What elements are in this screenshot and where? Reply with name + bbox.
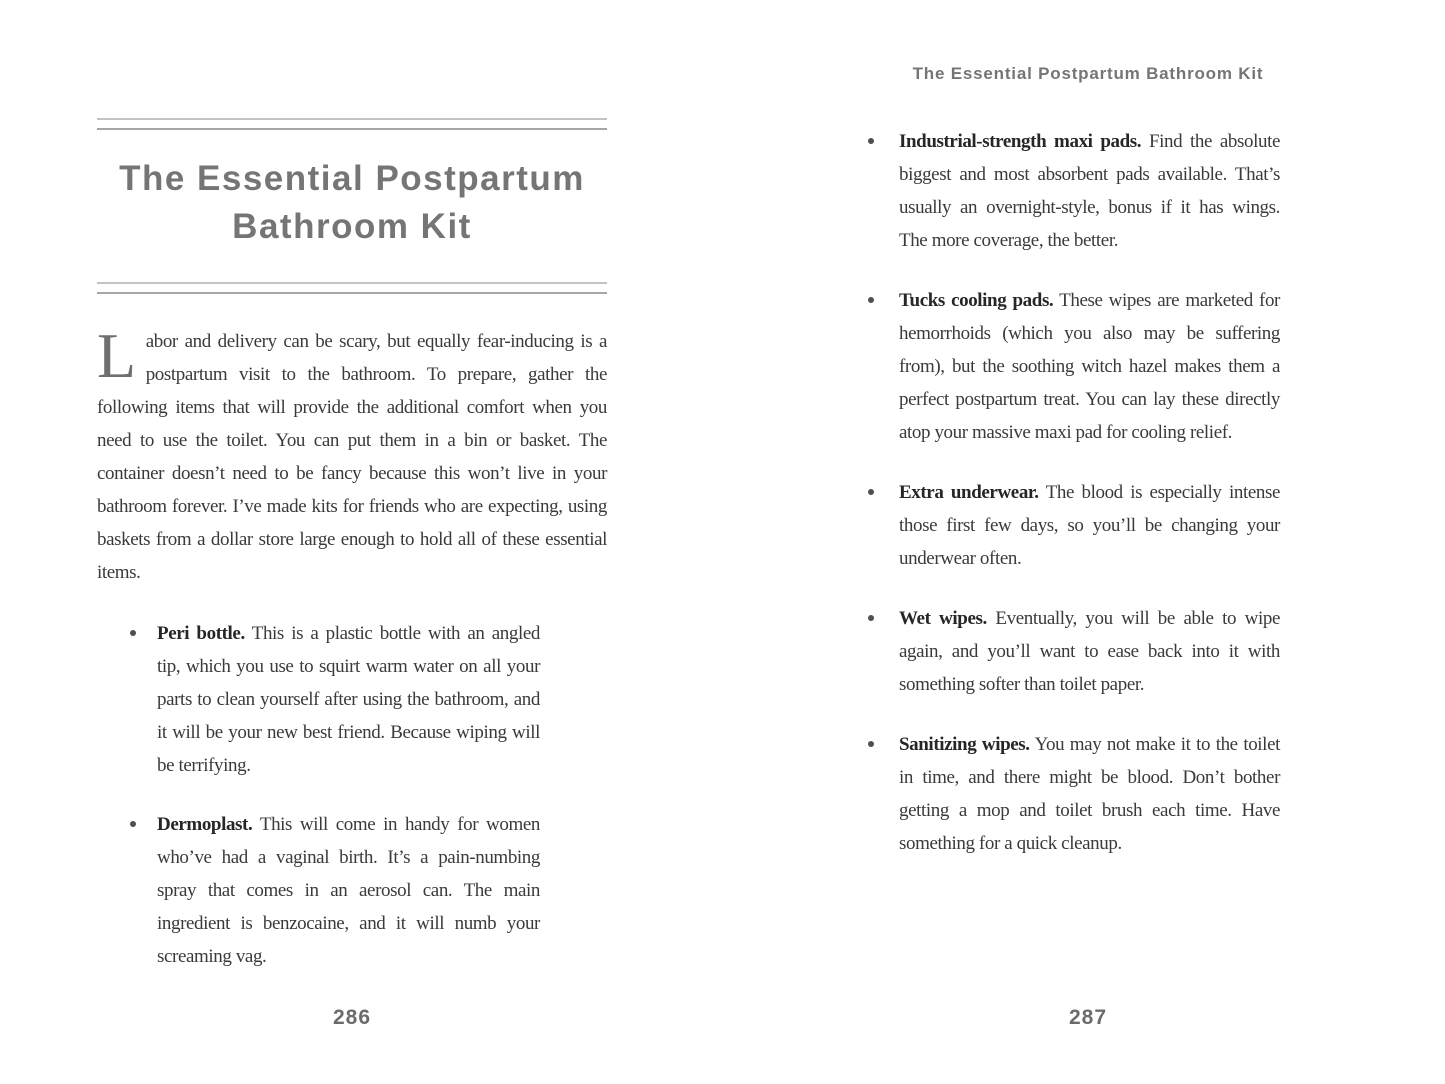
list-item-text [899, 602, 1280, 701]
list-item-text [157, 808, 540, 973]
left-bullet-list [130, 617, 540, 973]
list-item [865, 125, 1280, 257]
bullet-icon [865, 476, 899, 575]
running-header: The Essential Postpartum Bathroom Kit [912, 64, 1264, 83]
chapter-title: The Essential Postpartum Bathroom Kit [119, 159, 585, 246]
right-bullet-list [865, 125, 1280, 860]
bullet-icon [865, 125, 899, 257]
bullet-icon [865, 284, 899, 449]
list-item-lead: Dermoplast. [157, 814, 253, 835]
list-item-body: These wipes are marketed for hemorrhoids (which you also may be suffering from), but the soothing witch hazel makes them a perfect postpartum treat. You can lay these directly atop your massive maxi pad for cooling relief. [899, 290, 1280, 443]
page-number-right: 287 [1068, 1006, 1108, 1029]
list-item [865, 728, 1280, 860]
list-item [865, 476, 1280, 575]
list-item-body: Find the absolute biggest and most absorbent pads available. That’s usually an overnight-style, bonus if it has wings. The more coverage, the better. [899, 131, 1280, 251]
bottom-double-rule [97, 282, 607, 294]
list-item-lead: Industrial-strength maxi pads. [899, 131, 1142, 152]
list-item-text [899, 125, 1280, 257]
list-item-body: Eventually, you will be able to wipe again, and you’ll want to ease back into it with something softer than toilet paper. [899, 608, 1280, 695]
list-item-lead: Wet wipes. [899, 608, 987, 629]
list-item-text [899, 284, 1280, 449]
top-double-rule [97, 118, 607, 130]
list-item-lead: Sanitizing wipes. [899, 734, 1030, 755]
right-page [865, 0, 1280, 887]
list-item-text [899, 728, 1280, 860]
bullet-icon [865, 602, 899, 701]
list-item [865, 284, 1280, 449]
list-item [865, 602, 1280, 701]
intro-text: abor and delivery can be scary, but equally fear-inducing is a postpartum visit to the bathroom. To prepare, gather the following items that will provide the additional comfort when you need to use the toilet. You can put them in a bin or basket. The container doesn’t need to be fancy because this won’t live in your bathroom forever. I’ve made kits for friends who are expecting, using baskets from a dollar store large enough to hold all of these essential items. [97, 331, 607, 583]
list-item-lead: Tucks cooling pads. [899, 290, 1054, 311]
bullet-icon [865, 728, 899, 860]
list-item-body: You may not make it to the toilet in time, and there might be blood. Don’t bother getting a mop and toilet brush each time. Have something for a quick cleanup. [899, 734, 1280, 854]
list-item-lead: Peri bottle. [157, 623, 245, 644]
bullet-icon [130, 617, 157, 782]
intro-paragraph [97, 320, 607, 589]
drop-cap: L [97, 320, 136, 391]
list-item-lead: Extra underwear. [899, 482, 1039, 503]
list-item [130, 808, 540, 973]
page-number-left: 286 [332, 1006, 372, 1029]
bullet-icon [130, 808, 157, 973]
list-item-text [899, 476, 1280, 575]
list-item-body: This is a plastic bottle with an angled tip, which you use to squirt warm water on all your parts to clean yourself after using the bathroom, and it will be your new best friend. Because wiping will be terrifying. [157, 623, 540, 776]
left-page [97, 0, 607, 999]
list-item-body: The blood is especially intense those first few days, so you’ll be changing your underwear often. [899, 482, 1280, 569]
list-item-text [157, 617, 540, 782]
list-item [130, 617, 540, 782]
list-item-body: This will come in handy for women who’ve had a vaginal birth. It’s a pain-numbing spray that comes in an aerosol can. The main ingredient is benzocaine, and it will numb your screaming vag. [157, 814, 540, 967]
